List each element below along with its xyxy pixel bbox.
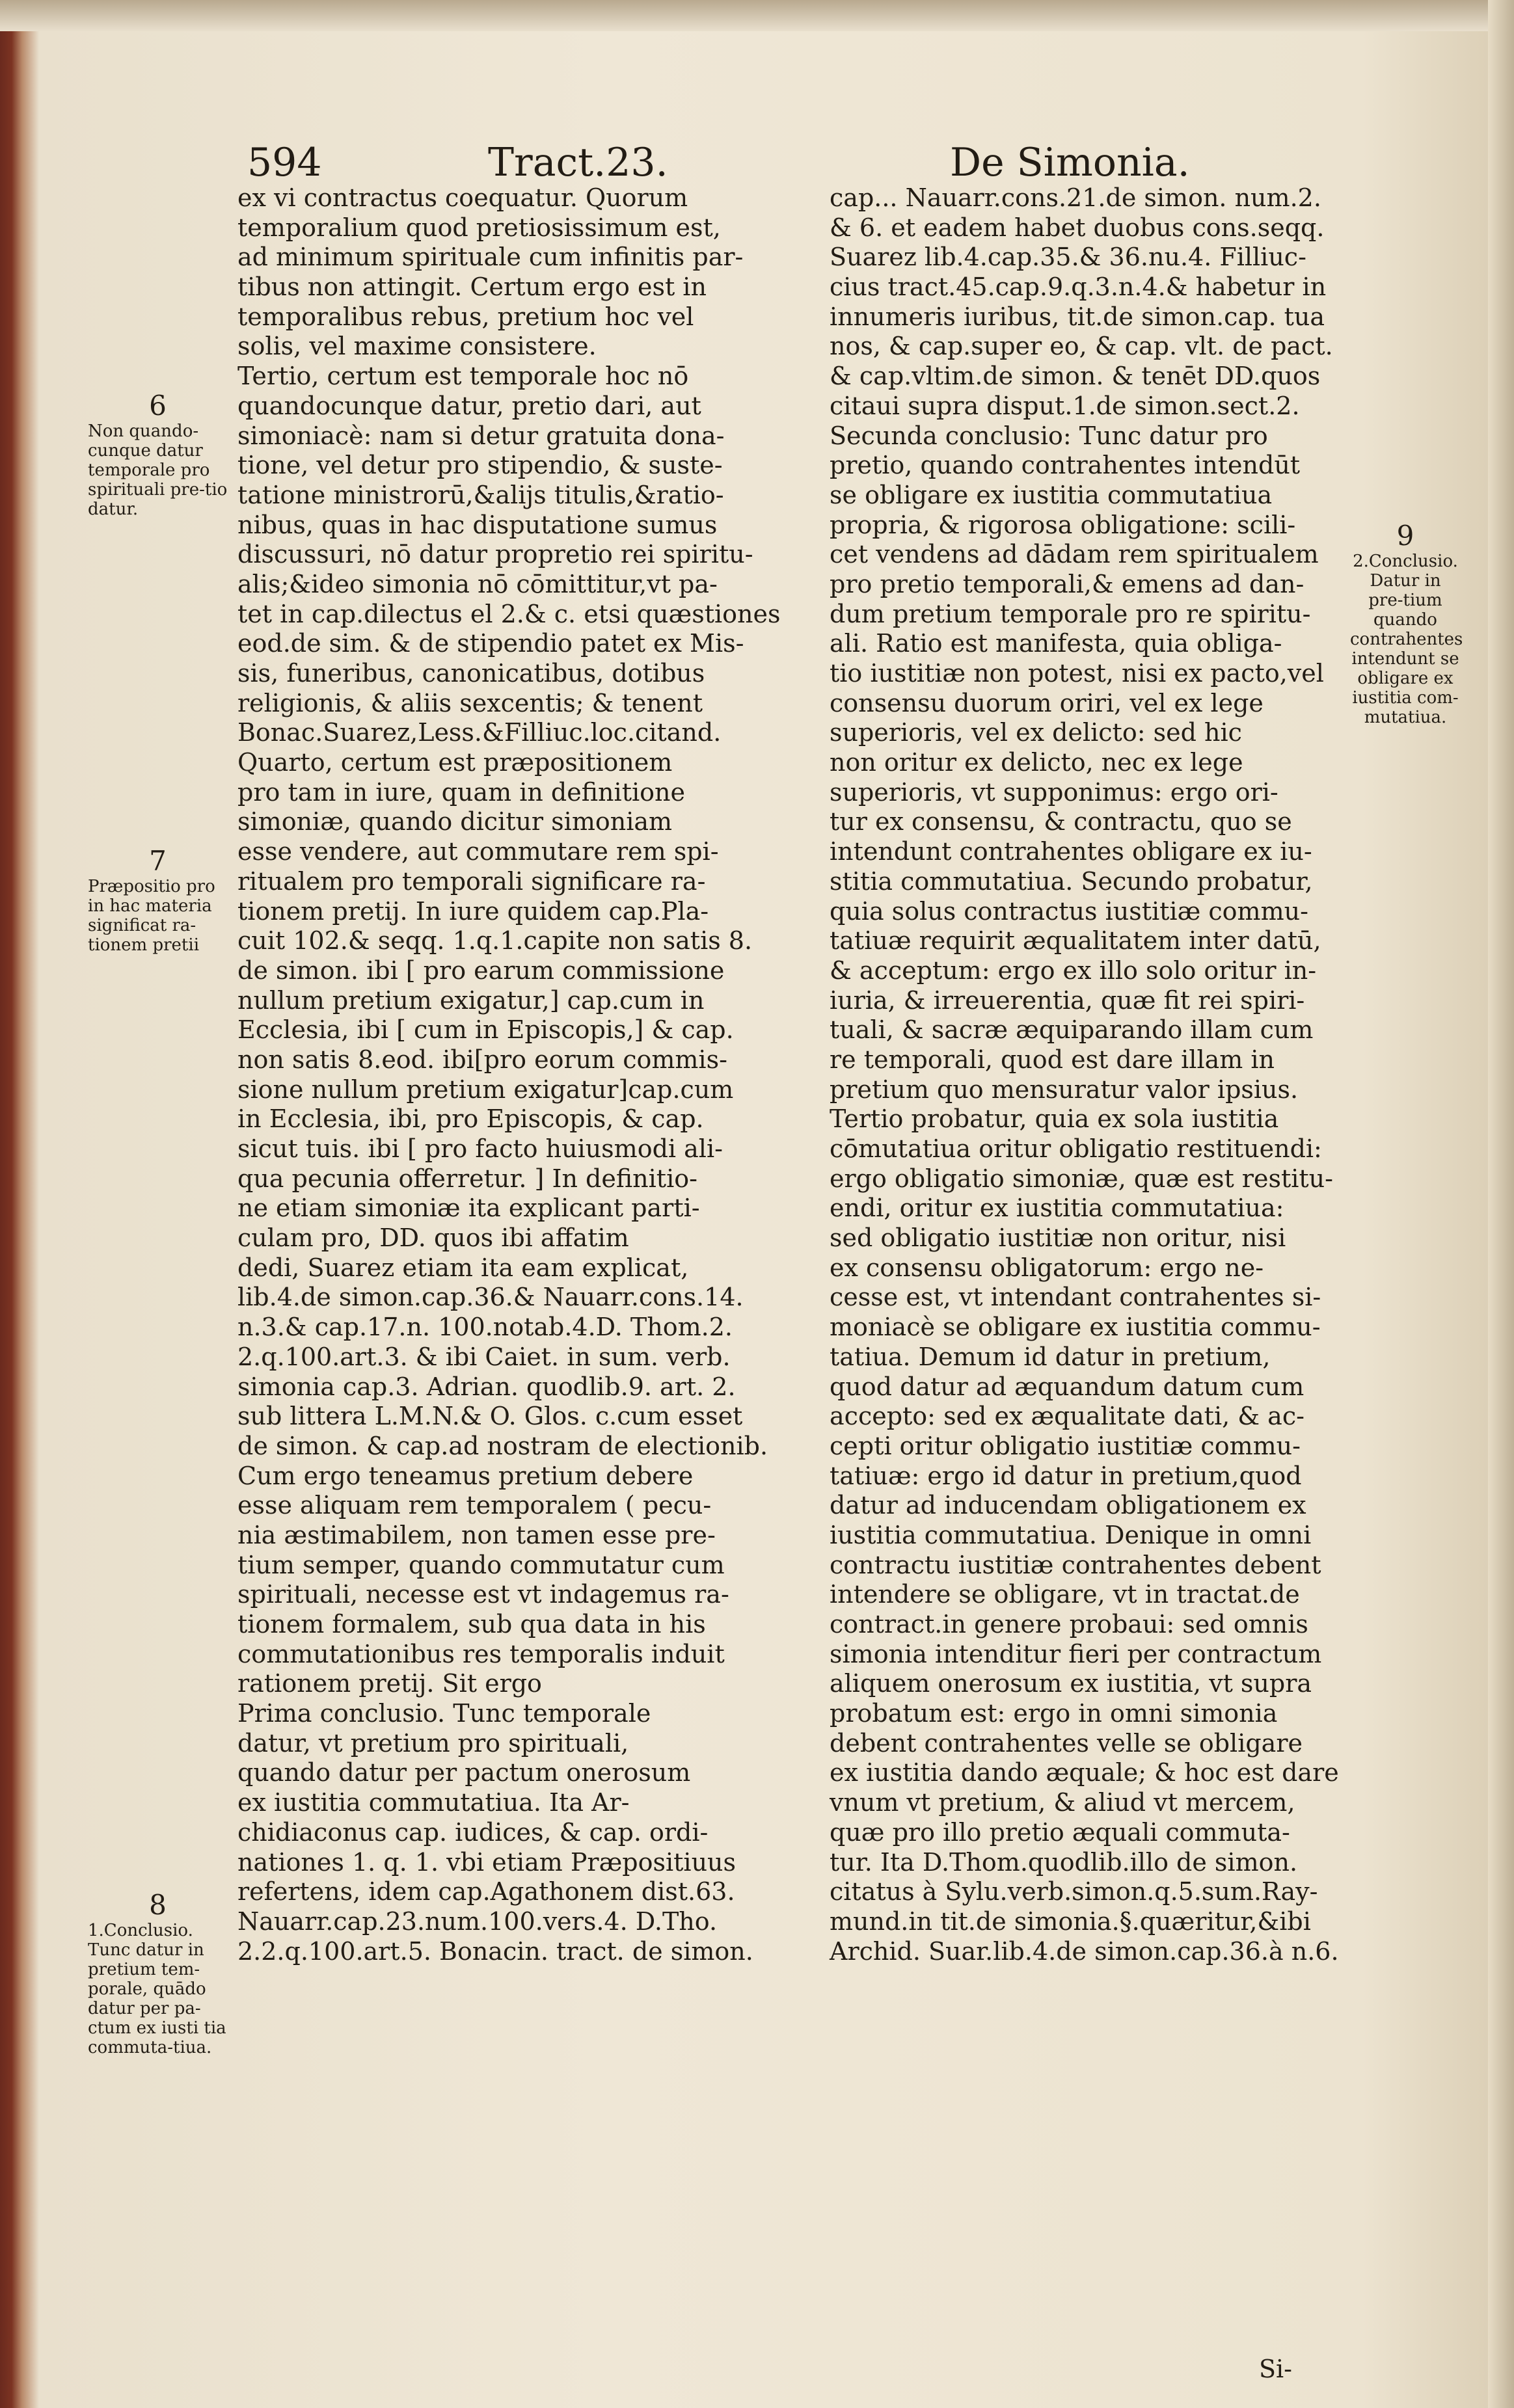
text-line: intendunt contrahentes obligare ex iu- [830,837,1312,866]
text-line: simoniacè: nam si detur gratuita dona- [237,421,725,450]
text-line: n.3.& cap.17.n. 100.notab.4.D. Thom.2. [237,1313,733,1342]
text-line: in Ecclesia, ibi, pro Episcopis, & cap. [237,1104,704,1134]
text-line: Nauarr.cap.23.num.100.vers.4. D.Tho. [237,1906,718,1936]
text-line: lib.4.de simon.cap.36.& Nauarr.cons.14. [237,1283,744,1312]
text-line: sione nullum pretium exigatur]cap.cum [237,1075,734,1104]
text-line: nia æstimabilem, non tamen esse pre- [237,1520,716,1549]
text-line: tur ex consensu, & contractu, quo se [830,807,1292,836]
text-line: debent contrahentes velle se obligare [830,1728,1303,1758]
text-line: tionem pretij. In iure quidem cap.Pla- [237,896,709,926]
text-line: 2.q.100.art.3. & ibi Caiet. in sum. verb. [237,1342,731,1371]
text-line: non satis 8.eod. ibi[pro eorum commis- [237,1045,727,1074]
text-line: cius tract.45.cap.9.q.3.n.4.& habetur in [830,273,1327,302]
text-line: rationem pretij. Sit ergo [237,1669,542,1698]
text-line: tatiua. Demum id datur in pretium, [830,1342,1271,1371]
text-line: tatiuæ requirit æqualitatem inter datū, [830,926,1321,956]
text-line: 2.2.q.100.art.5. Bonacin. tract. de simon. [237,1936,753,1966]
text-line: tibus non attingit. Certum ergo est in [237,273,707,302]
text-line: iuria, & irreuerentia, quæ fit rei spiri- [830,985,1305,1015]
margin-note-number: 9 [1396,520,1414,552]
text-line: ex iustitia commutatiua. Ita Ar- [237,1788,630,1817]
text-line: & acceptum: ergo ex illo solo oritur in- [830,956,1317,985]
text-line: vnum vt pretium, & aliud vt mercem, [830,1788,1295,1817]
text-line: simonia cap.3. Adrian. quodlib.9. art. 2. [237,1372,736,1401]
text-line: quia solus contractus iustitiæ commu- [830,896,1308,926]
catchword: Si- [1259,2355,1293,2383]
text-line: sub littera L.M.N.& O. Glos. c.cum esset [237,1402,743,1431]
text-line: refertens, idem cap.Agathonem dist.63. [237,1877,735,1906]
left-text-column [237,183,817,1966]
text-line: ex consensu obligatorum: ergo ne- [830,1253,1264,1282]
text-line: tatiuæ: ergo id datur in pretium,quod [830,1461,1302,1490]
text-line: tur. Ita D.Thom.quodlib.illo de simon. [830,1847,1298,1877]
text-line: innumeris iuribus, tit.de simon.cap. tua [830,302,1325,331]
text-line: endi, oritur ex iustitia commutatiua: [830,1194,1284,1223]
text-line: simonia intenditur fieri per contractum [830,1639,1322,1668]
text-line: pro tam in iure, quam in definitione [237,777,685,807]
text-line: alis;&ideo simonia nō cōmittitur,vt pa- [237,569,718,598]
text-line: contractu iustitiæ contrahentes debent [830,1550,1321,1579]
text-line: de simon. & cap.ad nostram de electionib. [237,1431,768,1460]
text-line: religionis, & aliis sexcentis; & tenent [237,688,703,717]
text-line: quando datur per pactum onerosum [237,1758,691,1787]
text-line: solis, vel maxime consistere. [237,332,597,361]
text-line: temporalibus rebus, pretium hoc vel [237,302,694,331]
text-line: pro pretio temporali,& emens ad dan- [830,569,1304,598]
margin-note-text: Non quando-cunque datur temporale pro spirituali pre-tio datur. [88,421,228,519]
margin-note-8 [88,1890,228,2057]
text-line: eod.de sim. & de stipendio patet ex Mis- [237,629,744,658]
text-line: moniacè se obligare ex iustitia commu- [830,1313,1321,1342]
text-line: nos, & cap.super eo, & cap. vlt. de pact. [830,332,1333,361]
margin-note-6 [88,390,228,519]
tract-heading: Tract.23. [488,140,668,185]
text-line: intendere se obligare, vt in tractat.de [830,1580,1300,1609]
text-line: tuali, & sacræ æquiparando illam cum [830,1015,1314,1045]
text-line: spirituali, necesse est vt indagemus ra- [237,1580,729,1609]
text-line: nibus, quas in hac disputatione sumus [237,510,718,539]
text-line: discussuri, nō datur propretio rei spiritu- [237,540,753,569]
text-line: contract.in genere probaui: sed omnis [830,1610,1308,1639]
text-line: ex iustitia dando æquale; & hoc est dare [830,1758,1339,1787]
text-line: temporalium quod pretiosissimum est, [237,213,721,242]
text-line: cet vendens ad dādam rem spiritualem [830,540,1319,569]
text-line: tione, vel detur pro stipendio, & suste- [237,451,723,480]
text-line: datur, vt pretium pro spirituali, [237,1728,629,1758]
text-line: Tertio, certum est temporale hoc nō [237,362,689,391]
text-line: tionem formalem, sub qua data in his [237,1610,706,1639]
text-line: culam pro, DD. quos ibi affatim [237,1224,629,1253]
text-line: & cap.vltim.de simon. & tenēt DD.quos [830,362,1321,391]
text-line: commutationibus res temporalis induit [237,1639,725,1668]
text-line: stitia commutatiua. Secundo probatur, [830,866,1313,896]
text-line: Secunda conclusio: Tunc datur pro [830,421,1268,450]
text-line: ne etiam simoniæ ita explicant parti- [237,1194,700,1223]
text-line: citaui supra disput.1.de simon.sect.2. [830,391,1300,420]
text-line: sicut tuis. ibi [ pro facto huiusmodi ali- [237,1134,723,1163]
text-line: ali. Ratio est manifesta, quia obliga- [830,629,1282,658]
right-text-column [830,183,1339,1966]
text-line: chidiaconus cap. iudices, & cap. ordi- [237,1817,709,1847]
margin-note-9 [1350,520,1461,727]
text-line: tet in cap.dilectus el 2.& c. etsi quæstiones [237,599,781,628]
text-line: cōmutatiua oritur obligatio restituendi: [830,1134,1322,1163]
text-line: esse aliquam rem temporalem ( pecu- [237,1491,712,1520]
text-line: cepti oritur obligatio iustitiæ commu- [830,1431,1301,1460]
subject-heading: De Simonia. [950,140,1190,185]
text-line: tatione ministrorū,&alijs titulis,&ratio- [237,480,724,509]
page-top-edge [0,0,1514,31]
text-line: ad minimum spirituale cum infinitis par- [237,243,744,272]
text-line: Ecclesia, ibi [ cum in Episcopis,] & cap. [237,1015,734,1045]
text-line: Archid. Suar.lib.4.de simon.cap.36.à n.6. [830,1936,1339,1966]
text-line: probatum est: ergo in omni simonia [830,1699,1278,1728]
margin-note-number: 6 [149,390,167,421]
text-line: Cum ergo teneamus pretium debere [237,1461,694,1490]
text-line: Prima conclusio. Tunc temporale [237,1699,651,1728]
text-line: cap... Nauarr.cons.21.de simon. num.2. [830,183,1321,212]
text-line: sis, funeribus, canonicatibus, dotibus [237,659,705,688]
text-line: Suarez lib.4.cap.35.& 36.nu.4. Filliuc- [830,243,1306,272]
text-line: nullum pretium exigatur,] cap.cum in [237,985,705,1015]
text-line: simoniæ, quando dicitur simoniam [237,807,673,836]
margin-note-number: 8 [149,1889,167,1921]
text-line: quandocunque datur, pretio dari, aut [237,391,701,420]
margin-note-7 [88,846,228,955]
text-line: datur ad inducendam obligationem ex [830,1491,1306,1520]
text-line: Bonac.Suarez,Less.&Filliuc.loc.citand. [237,718,722,747]
margin-note-text: Præpositio pro in hac materia significat ra-tionem pretii [88,877,215,955]
text-line: ergo obligatio simoniæ, quæ est restitu- [830,1164,1333,1193]
text-line: qua pecunia offerretur. ] In definitio- [237,1164,697,1193]
text-line: accepto: sed ex æqualitate dati, & ac- [830,1402,1304,1431]
text-line: pretio, quando contrahentes intendūt [830,451,1301,480]
text-line: Tertio probatur, quia ex sola iustitia [830,1104,1279,1134]
text-line: mund.in tit.de simonia.§.quæritur,&ibi [830,1906,1311,1936]
margin-note-text: 2.Conclusio. Datur in pre-tium quando contrahentes intendunt se obligare ex iustitia com-mutatiua. [1350,552,1463,727]
text-line: consensu duorum oriri, vel ex lege [830,688,1264,717]
text-line: dedi, Suarez etiam ita eam explicat, [237,1253,689,1282]
text-line: pretium quo mensuratur valor ipsius. [830,1075,1299,1104]
text-line: quod datur ad æquandum datum cum [830,1372,1304,1401]
text-line: & 6. et eadem habet duobus cons.seqq. [830,213,1325,242]
text-line: nationes 1. q. 1. vbi etiam Præpositiuus [237,1847,737,1877]
text-line: superioris, vel ex delicto: sed hic [830,718,1242,747]
text-line: cesse est, vt intendant contrahentes si- [830,1283,1321,1312]
page-number: 594 [247,140,322,185]
text-line: iustitia commutatiua. Denique in omni [830,1520,1312,1549]
page-right-edge [1488,0,1514,2408]
text-line: tio iustitiæ non potest, nisi ex pacto,vel [830,659,1324,688]
text-line: aliquem onerosum ex iustitia, vt supra [830,1669,1312,1698]
text-line: ritualem pro temporali significare ra- [237,866,706,896]
text-line: de simon. ibi [ pro earum commissione [237,956,725,985]
text-line: cuit 102.& seqq. 1.q.1.capite non satis 8. [237,926,753,956]
text-line: se obligare ex iustitia commutatiua [830,480,1273,509]
text-line: tium semper, quando commutatur cum [237,1550,725,1579]
text-line: esse vendere, aut commutare rem spi- [237,837,719,866]
text-line: ex vi contractus coequatur. Quorum [237,183,688,212]
text-line: Quarto, certum est præpositionem [237,748,673,777]
text-line: propria, & rigorosa obligatione: scili- [830,510,1296,539]
margin-note-number: 7 [149,845,167,877]
text-line: quæ pro illo pretio æquali commuta- [830,1817,1290,1847]
text-line: sed obligatio iustitiæ non oritur, nisi [830,1224,1286,1253]
text-line: superioris, vt supponimus: ergo ori- [830,777,1278,807]
text-line: citatus à Sylu.verb.simon.q.5.sum.Ray- [830,1877,1318,1906]
text-line: dum pretium temporale pro re spiritu- [830,599,1311,628]
margin-note-text: 1.Conclusio. Tunc datur in pretium tem-porale, quādo datur per pa-ctum ex iusti tia commuta-tiua. [88,1921,226,2057]
text-line: non oritur ex delicto, nec ex lege [830,748,1243,777]
text-line: re temporali, quod est dare illam in [830,1045,1275,1074]
